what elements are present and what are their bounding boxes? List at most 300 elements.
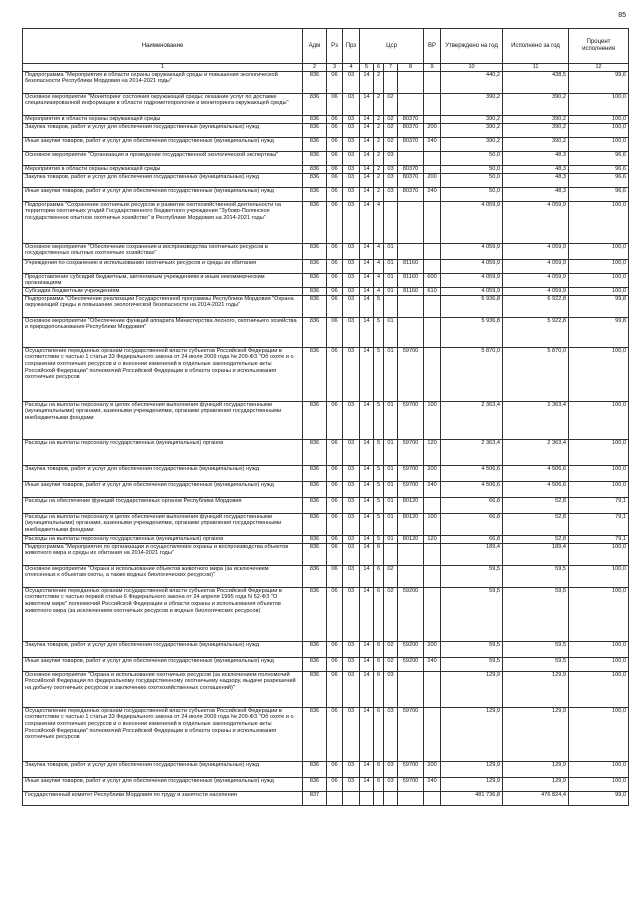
row-percent: 100,0: [569, 671, 629, 707]
row-csr-2: 4: [374, 243, 384, 259]
row-csr-2: 2: [374, 115, 384, 123]
row-percent: 100,0: [569, 347, 629, 401]
row-plan: 481 736,8: [441, 791, 503, 805]
row-adm: 837: [303, 791, 327, 805]
row-csr-3: 02: [384, 565, 398, 587]
row-vr: [424, 151, 441, 165]
column-number: 12: [569, 64, 629, 72]
row-rz: [327, 791, 343, 805]
row-rz: 06: [327, 173, 343, 187]
row-csr-3: 03: [384, 173, 398, 187]
row-rz: 06: [327, 777, 343, 791]
row-csr-2: 2: [374, 137, 384, 151]
row-fact: 390,2: [503, 115, 569, 123]
row-csr-3: 03: [384, 165, 398, 173]
row-plan: 5 870,0: [441, 347, 503, 401]
row-rz: 06: [327, 115, 343, 123]
row-rz: 06: [327, 295, 343, 317]
row-prz: 03: [343, 295, 360, 317]
row-percent: 100,0: [569, 587, 629, 641]
column-number: 10: [441, 64, 503, 72]
row-rz: 06: [327, 187, 343, 201]
row-csr-1: 14: [360, 123, 374, 137]
row-csr-1: 14: [360, 347, 374, 401]
row-csr-1: 14: [360, 543, 374, 565]
row-vr: [424, 347, 441, 401]
row-vr: 240: [424, 777, 441, 791]
row-csr-2: 2: [374, 173, 384, 187]
row-name: Подпрограмма "Сохранение охотничьих ресурсов и развитие охотхозяйственной деятельности на территории охотничьих угодий Государственного бюджетного учреждения "Зубово-Полянское государственное опытное охотничье хозяйство" в Республике Мордовия на 2014-2021 годы": [23, 201, 303, 243]
row-percent: 100,0: [569, 761, 629, 777]
table-row: [23, 273, 629, 287]
row-csr-4: 59200: [398, 657, 424, 671]
row-csr-3: 01: [384, 273, 398, 287]
row-adm: 836: [303, 151, 327, 165]
row-adm: 836: [303, 165, 327, 173]
row-adm: 836: [303, 657, 327, 671]
row-name: Иные закупки товаров, работ и услуг для обеспечения государственных (муниципальных) нужд: [23, 137, 303, 151]
row-csr-2: 2: [374, 165, 384, 173]
row-percent: 100,0: [569, 707, 629, 761]
row-percent: 100,0: [569, 777, 629, 791]
row-fact: 52,8: [503, 535, 569, 543]
row-vr: [424, 243, 441, 259]
table-row: [23, 657, 629, 671]
table-row: [23, 465, 629, 481]
row-rz: 06: [327, 201, 343, 243]
row-rz: 06: [327, 317, 343, 347]
row-csr-2: 4: [374, 287, 384, 295]
row-percent: 96,6: [569, 173, 629, 187]
row-rz: 06: [327, 587, 343, 641]
row-csr-4: 59700: [398, 707, 424, 761]
row-csr-1: 14: [360, 587, 374, 641]
row-name: Субсидии бюджетным учреждениям: [23, 287, 303, 295]
row-csr-4: [398, 295, 424, 317]
table-body: [23, 71, 629, 805]
row-csr-3: [384, 295, 398, 317]
row-csr-4: [398, 71, 424, 93]
row-prz: 03: [343, 137, 360, 151]
row-csr-1: 14: [360, 243, 374, 259]
row-csr-3: [384, 543, 398, 565]
row-percent: 99,6: [569, 71, 629, 93]
row-csr-1: 14: [360, 151, 374, 165]
table-row: [23, 243, 629, 259]
row-plan: 129,9: [441, 671, 503, 707]
table-row: [23, 497, 629, 513]
row-csr-3: [384, 71, 398, 93]
row-fact: 48,3: [503, 151, 569, 165]
table-row: [23, 671, 629, 707]
row-csr-4: 59700: [398, 401, 424, 439]
row-csr-2: 4: [374, 273, 384, 287]
row-prz: 03: [343, 151, 360, 165]
row-fact: 390,2: [503, 137, 569, 151]
table-row: [23, 401, 629, 439]
row-prz: 03: [343, 259, 360, 273]
row-name: Основное мероприятие "Мониторинг состояния окружающей среды; оказание услуг по доставке специализированной информации в области гидрометеорологии и мониторинга окружающей среды": [23, 93, 303, 115]
row-csr-3: 03: [384, 151, 398, 165]
row-prz: 03: [343, 565, 360, 587]
row-plan: 4 059,9: [441, 259, 503, 273]
row-prz: 03: [343, 535, 360, 543]
row-percent: 100,0: [569, 123, 629, 137]
row-plan: 5 936,8: [441, 317, 503, 347]
row-fact: 4 506,6: [503, 465, 569, 481]
row-name: Расходы на выплаты персоналу государственных (муниципальных) органов: [23, 535, 303, 543]
row-csr-4: 59700: [398, 439, 424, 465]
row-vr: [424, 317, 441, 347]
row-csr-2: 6: [374, 565, 384, 587]
row-adm: 836: [303, 513, 327, 535]
row-prz: 03: [343, 657, 360, 671]
table-row: [23, 587, 629, 641]
row-rz: 06: [327, 287, 343, 295]
row-csr-2: 2: [374, 151, 384, 165]
row-csr-2: 4: [374, 259, 384, 273]
row-percent: 100,0: [569, 201, 629, 243]
row-fact: 5 870,0: [503, 347, 569, 401]
row-adm: 836: [303, 777, 327, 791]
row-fact: 52,8: [503, 513, 569, 535]
row-percent: 79,1: [569, 497, 629, 513]
row-rz: 06: [327, 71, 343, 93]
row-csr-3: 03: [384, 671, 398, 707]
column-number: 6: [374, 64, 384, 72]
row-rz: 06: [327, 761, 343, 777]
row-vr: [424, 259, 441, 273]
row-csr-3: 03: [384, 707, 398, 761]
row-prz: 03: [343, 317, 360, 347]
row-csr-3: 01: [384, 287, 398, 295]
row-rz: 06: [327, 439, 343, 465]
header-percent: Процент исполнения: [569, 29, 629, 64]
row-rz: 06: [327, 671, 343, 707]
row-percent: 100,0: [569, 287, 629, 295]
row-rz: 06: [327, 513, 343, 535]
row-csr-2: 5: [374, 317, 384, 347]
row-name: Осуществление переданных органам государственной власти субъектов Российской Федерации в соответствии с частью 1 статьи 33 Федерального закона от 24 июля 2009 года № 209-ФЗ "Об охоте и о сохранении охотничьих ресурсов и о внесении изменений в отдельные законодательные акты Российской Федерации" полномочий Российской Федерации в области охраны и использования охотничьих ресурсов: [23, 347, 303, 401]
row-csr-3: 02: [384, 587, 398, 641]
row-adm: 836: [303, 535, 327, 543]
row-adm: 836: [303, 347, 327, 401]
row-csr-2: 2: [374, 187, 384, 201]
row-adm: 836: [303, 295, 327, 317]
table-row: [23, 641, 629, 657]
table-row: [23, 71, 629, 93]
table-row: [23, 151, 629, 165]
row-rz: 06: [327, 259, 343, 273]
row-percent: 99,8: [569, 317, 629, 347]
row-prz: 03: [343, 543, 360, 565]
row-fact: 4 059,9: [503, 243, 569, 259]
row-percent: 100,0: [569, 439, 629, 465]
row-name: Расходы на обеспечение функций государственных органов Республики Мордовия: [23, 497, 303, 513]
row-csr-1: 14: [360, 317, 374, 347]
row-csr-3: 01: [384, 535, 398, 543]
row-rz: 06: [327, 465, 343, 481]
table-row: [23, 543, 629, 565]
row-csr-2: 5: [374, 513, 384, 535]
table-row: [23, 201, 629, 243]
header-csr: Цср: [360, 29, 424, 64]
row-csr-4: 80370: [398, 115, 424, 123]
row-prz: [343, 791, 360, 805]
row-csr-4: 80120: [398, 497, 424, 513]
row-percent: 100,0: [569, 259, 629, 273]
row-plan: 129,9: [441, 777, 503, 791]
row-csr-4: 59200: [398, 587, 424, 641]
row-prz: 03: [343, 115, 360, 123]
header-rz: Рз: [327, 29, 343, 64]
row-csr-1: 14: [360, 641, 374, 657]
row-percent: 96,6: [569, 187, 629, 201]
row-vr: 120: [424, 535, 441, 543]
row-csr-3: 02: [384, 137, 398, 151]
row-name: Учреждения по сохранению и использованию охотничьих ресурсов и среды их обитания: [23, 259, 303, 273]
row-adm: 836: [303, 93, 327, 115]
table-row: [23, 295, 629, 317]
row-percent: 100,0: [569, 401, 629, 439]
row-csr-2: 5: [374, 481, 384, 497]
row-percent: 100,0: [569, 641, 629, 657]
row-csr-1: 14: [360, 137, 374, 151]
row-csr-1: 14: [360, 93, 374, 115]
row-name: Основное мероприятие "Обеспечение функций аппарата Министерства лесного, охотничьего хозяйства и природопользования Республики Мордовия": [23, 317, 303, 347]
row-prz: 03: [343, 173, 360, 187]
row-csr-3: 01: [384, 465, 398, 481]
row-percent: 100,0: [569, 657, 629, 671]
row-csr-2: 6: [374, 587, 384, 641]
column-number: 4: [343, 64, 360, 72]
column-number: 2: [303, 64, 327, 72]
row-vr: [424, 497, 441, 513]
row-percent: 99,8: [569, 295, 629, 317]
row-prz: 03: [343, 707, 360, 761]
row-fact: 129,9: [503, 761, 569, 777]
row-csr-4: 80120: [398, 513, 424, 535]
row-csr-1: [360, 791, 374, 805]
row-csr-4: 80120: [398, 535, 424, 543]
row-prz: 03: [343, 671, 360, 707]
table-row: [23, 317, 629, 347]
row-plan: 4 059,9: [441, 243, 503, 259]
header-adm: Адм: [303, 29, 327, 64]
row-fact: 48,3: [503, 187, 569, 201]
row-csr-2: 6: [374, 761, 384, 777]
row-vr: 200: [424, 173, 441, 187]
row-name: Закупка товаров, работ и услуг для обеспечения государственных (муниципальных) нужд: [23, 123, 303, 137]
row-csr-2: 6: [374, 641, 384, 657]
row-csr-1: 14: [360, 513, 374, 535]
column-number: 5: [360, 64, 374, 72]
row-csr-2: 5: [374, 401, 384, 439]
row-vr: [424, 671, 441, 707]
table-row: [23, 535, 629, 543]
row-csr-3: 02: [384, 123, 398, 137]
row-name: Осуществление переданных органам государственной власти субъектов Российской Федерации в соответствии с частью 1 статьи 33 Федерального закона от 24 июля 2009 года № 209-ФЗ "Об охоте и о сохранении охотничьих ресурсов и о внесении изменений в отдельные законодательные акты Российской Федерации" полномочий Российской Федерации в области охраны и использования охотничьих ресурсов: [23, 707, 303, 761]
row-csr-1: 14: [360, 259, 374, 273]
row-csr-2: 5: [374, 465, 384, 481]
row-csr-4: 80370: [398, 137, 424, 151]
row-csr-3: 03: [384, 761, 398, 777]
row-vr: 200: [424, 123, 441, 137]
row-name: Закупка товаров, работ и услуг для обеспечения государственных (муниципальных) нужд: [23, 465, 303, 481]
row-fact: 4 059,9: [503, 287, 569, 295]
row-percent: 100,0: [569, 273, 629, 287]
row-prz: 03: [343, 243, 360, 259]
column-number: 8: [398, 64, 424, 72]
row-csr-2: 6: [374, 707, 384, 761]
row-fact: 2 363,4: [503, 439, 569, 465]
row-plan: 59,5: [441, 565, 503, 587]
row-csr-1: 14: [360, 657, 374, 671]
row-plan: 66,8: [441, 497, 503, 513]
row-prz: 03: [343, 187, 360, 201]
row-adm: 836: [303, 243, 327, 259]
row-vr: 200: [424, 465, 441, 481]
row-csr-2: 4: [374, 201, 384, 243]
row-fact: 189,4: [503, 543, 569, 565]
row-plan: 59,5: [441, 587, 503, 641]
row-prz: 03: [343, 465, 360, 481]
table-row: [23, 173, 629, 187]
row-adm: 836: [303, 137, 327, 151]
row-adm: 836: [303, 543, 327, 565]
header-name: Наименование: [23, 29, 303, 64]
row-prz: 03: [343, 439, 360, 465]
row-vr: [424, 707, 441, 761]
row-csr-4: 59700: [398, 347, 424, 401]
table-header: [23, 29, 629, 72]
row-csr-1: 14: [360, 401, 374, 439]
row-vr: 200: [424, 761, 441, 777]
row-plan: 390,2: [441, 115, 503, 123]
row-csr-3: 02: [384, 115, 398, 123]
row-csr-2: 2: [374, 93, 384, 115]
column-numbers-row: [23, 64, 629, 72]
row-fact: 59,5: [503, 641, 569, 657]
table-row: [23, 439, 629, 465]
row-csr-1: 14: [360, 707, 374, 761]
row-csr-2: 5: [374, 439, 384, 465]
column-number: 1: [23, 64, 303, 72]
row-name: Мероприятия в области охраны окружающей среды: [23, 165, 303, 173]
row-csr-4: [398, 243, 424, 259]
row-name: Расходы на выплаты персоналу государственных (муниципальных) органов: [23, 439, 303, 465]
row-vr: [424, 791, 441, 805]
row-name: Предоставление субсидий бюджетным, автономным учреждениям и иным некоммерческим организациям: [23, 273, 303, 287]
row-fact: 4 059,9: [503, 201, 569, 243]
row-rz: 06: [327, 707, 343, 761]
row-csr-1: 14: [360, 287, 374, 295]
row-name: Подпрограмма "Мероприятия в области охраны окружающей среды и повышения экологической безопасности Республики Мордовия на 2014-2021 годы": [23, 71, 303, 93]
row-name: Расходы на выплаты персоналу в целях обеспечения выполнения функций государственными (муниципальными) органами, казенными учреждениями, органами управления государственными внебюджетными фондами: [23, 513, 303, 535]
row-rz: 06: [327, 273, 343, 287]
row-csr-3: 03: [384, 187, 398, 201]
row-fact: 476 824,4: [503, 791, 569, 805]
row-plan: 129,9: [441, 761, 503, 777]
row-rz: 06: [327, 123, 343, 137]
row-csr-4: 59700: [398, 481, 424, 497]
row-csr-3: [384, 791, 398, 805]
row-csr-1: 14: [360, 187, 374, 201]
row-rz: 06: [327, 165, 343, 173]
row-fact: 48,3: [503, 165, 569, 173]
row-rz: 06: [327, 497, 343, 513]
row-csr-3: 01: [384, 401, 398, 439]
table-row: [23, 93, 629, 115]
row-prz: 03: [343, 287, 360, 295]
row-fact: 59,5: [503, 657, 569, 671]
row-csr-3: 01: [384, 317, 398, 347]
row-plan: 4 059,9: [441, 273, 503, 287]
row-rz: 06: [327, 543, 343, 565]
budget-table: [22, 28, 629, 806]
row-adm: 836: [303, 565, 327, 587]
row-vr: [424, 543, 441, 565]
table-row: [23, 761, 629, 777]
row-csr-1: 14: [360, 535, 374, 543]
row-prz: 03: [343, 165, 360, 173]
row-vr: [424, 93, 441, 115]
row-csr-2: 6: [374, 657, 384, 671]
row-vr: 240: [424, 657, 441, 671]
column-number: 3: [327, 64, 343, 72]
row-prz: 03: [343, 761, 360, 777]
table-row: [23, 259, 629, 273]
row-fact: 6 922,8: [503, 295, 569, 317]
row-csr-1: 14: [360, 777, 374, 791]
row-csr-1: 14: [360, 439, 374, 465]
row-adm: 836: [303, 273, 327, 287]
row-adm: 836: [303, 259, 327, 273]
row-prz: 03: [343, 777, 360, 791]
row-csr-1: 14: [360, 273, 374, 287]
row-adm: 836: [303, 641, 327, 657]
row-csr-4: 81160: [398, 259, 424, 273]
row-plan: 59,5: [441, 641, 503, 657]
row-csr-3: 01: [384, 481, 398, 497]
row-prz: 03: [343, 273, 360, 287]
row-csr-3: 01: [384, 497, 398, 513]
row-plan: 4 059,9: [441, 287, 503, 295]
row-csr-2: 6: [374, 671, 384, 707]
row-rz: 06: [327, 401, 343, 439]
row-percent: 100,0: [569, 93, 629, 115]
table-row: [23, 347, 629, 401]
row-vr: [424, 295, 441, 317]
row-csr-4: [398, 671, 424, 707]
row-name: Закупка товаров, работ и услуг для обеспечения государственных (муниципальных) нужд: [23, 641, 303, 657]
row-adm: 836: [303, 187, 327, 201]
row-csr-4: [398, 201, 424, 243]
row-plan: 129,9: [441, 707, 503, 761]
column-number: 11: [503, 64, 569, 72]
row-vr: 200: [424, 641, 441, 657]
row-csr-2: 6: [374, 777, 384, 791]
row-csr-1: 14: [360, 761, 374, 777]
row-name: Иные закупки товаров, работ и услуг для обеспечения государственных (муниципальных) нужд: [23, 481, 303, 497]
row-rz: 06: [327, 481, 343, 497]
row-name: Закупка товаров, работ и услуг для обеспечения государственных (муниципальных) нужд: [23, 761, 303, 777]
row-csr-1: 14: [360, 71, 374, 93]
row-csr-1: 14: [360, 201, 374, 243]
row-vr: 120: [424, 439, 441, 465]
row-adm: 836: [303, 439, 327, 465]
row-vr: 240: [424, 137, 441, 151]
